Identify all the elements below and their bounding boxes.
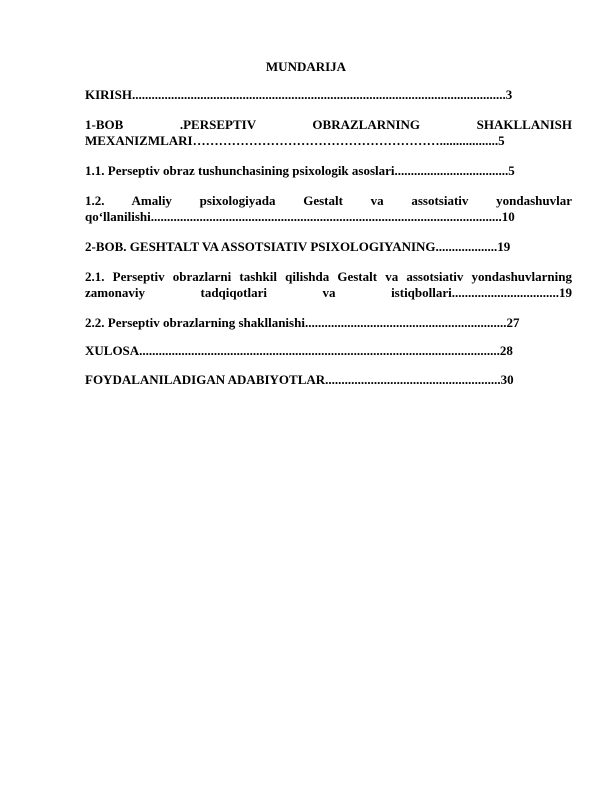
toc-entry-text-continued: qo‘llanilishi............................................................................................................10: [85, 209, 515, 224]
toc-entry-text: 2.2. Perseptiv obrazlarning shakllanishi..............................................................27: [85, 315, 520, 330]
toc-entry-text: 2-BOB. GESHTALT VA ASSOTSIATIV PSIXOLOGIYANING...................19: [85, 239, 511, 254]
toc-entry-text-continued: MEXANIZMLARI…………………………………………………..................5: [85, 133, 505, 148]
toc-entry-text: XULOSA...............................................................................................................28: [85, 343, 513, 358]
toc-entry-adabiyotlar: [85, 372, 514, 388]
toc-entry-text-continued: zamonaviy tadqiqotlari va istiqbollari.................................19: [85, 285, 572, 300]
toc-entry-text: 1.2. Amaliy psixologiyada Gestalt va assotsiativ yondashuvlar: [85, 193, 572, 208]
toc-entry-text: 1-BOB .PERSEPTIV OBRAZLARNING SHAKLLANISH: [85, 117, 572, 132]
toc-entry-bob-2: [85, 239, 510, 255]
page-title: MUNDARIJA: [265, 59, 347, 74]
toc-entry-2-2: [85, 315, 519, 331]
toc-entry-text: 2.1. Perseptiv obrazlarni tashkil qilishda Gestalt va assotsiativ yondashuvlarning: [85, 269, 572, 284]
toc-entry-text: FOYDALANILADIGAN ADABIYOTLAR......................................................30: [85, 372, 514, 387]
toc-entry-bob-1: [85, 117, 572, 149]
toc-entry-text: 1.1. Perseptiv obraz tushunchasining psixologik asoslari...................................5: [85, 163, 515, 178]
toc-entry-kirish: [85, 87, 512, 103]
toc-entry-xulosa: [85, 343, 513, 359]
toc-entry-text: KIRISH...................................................................................................................3: [85, 87, 513, 102]
toc-entry-1-1: [85, 163, 515, 179]
toc-entry-2-1: [85, 269, 572, 301]
toc-entry-1-2: [85, 193, 572, 225]
